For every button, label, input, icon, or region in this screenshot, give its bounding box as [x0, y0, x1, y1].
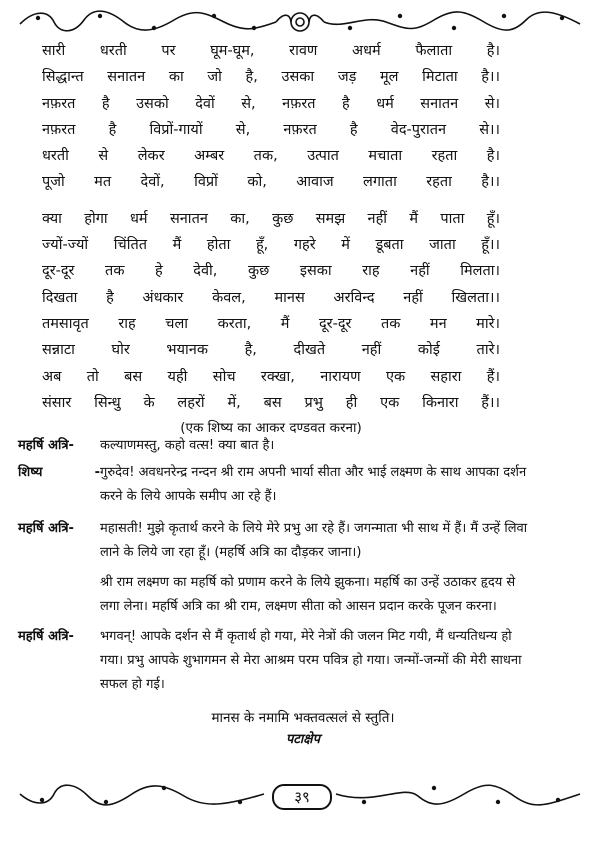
dialogue-text: कल्याणमस्तु, कहो वत्स! क्या बात है।	[100, 438, 275, 453]
dialogue-text: गया। प्रभु आपके शुभागमन से मेरा आश्रम परम पवित्र हो गया। जन्मों-जन्मों की मेरी साधना	[100, 653, 522, 668]
verse-line: सारी धरती पर घूम-घूम, रावण अधर्म फैलाता है।	[42, 43, 500, 59]
verse-line: अब तो बस यही सोच रक्खा, नारायण एक सहारा हैं।	[42, 368, 500, 385]
verse-line: ज्यों-ज्यों चिंतित मैं होता हूँ, गहरे में डूबता जाता हूँ।।	[42, 237, 500, 254]
stage-direction-text: श्री राम लक्ष्मण का महर्षि को प्रणाम करने के लिये झुकना। महर्षि का उन्हें उठाकर हृदय से	[100, 575, 516, 590]
dialogue-text: सफल हो गई।	[100, 677, 165, 692]
verse-line: संसार सिन्धु के लहरों में, बस प्रभु ही एक किनारा हैं।।	[42, 394, 500, 411]
stage-direction: (एक शिष्य का आकर दण्डवत करना)	[180, 420, 362, 437]
verse-line: सिद्धान्त सनातन का जो है, उसका जड़ मूल मिटाता है।।	[42, 69, 500, 86]
dialogue-text: करने के लिये आपके समीप आ रहे हैं।	[100, 489, 277, 504]
speaker-label: महर्षि अत्रि-	[18, 438, 74, 453]
verse-line: पूजो मत देवों, विप्रों को, आवाज लगाता रहता है।।	[42, 174, 500, 191]
dialogue-entry	[18, 517, 588, 541]
verse-line: दिखता है अंधकार केवल, मानस अरविन्द नहीं खिलता।।	[42, 289, 500, 306]
dialogue-text: लाने के लिये जा रहा हूँ। (महर्षि अत्रि का दौड़कर जाना।)	[100, 545, 362, 560]
closing-line: मानस के नमामि भक्तवत्सलं से स्तुति।	[211, 710, 395, 726]
dialogue-text: महासती! मुझे कृतार्थ करने के लिये मेरे प्रभु आ रहे हैं। जगन्माता भी साथ में हैं। मैं उन्हें लिवा	[100, 521, 528, 536]
dialogue-block	[18, 434, 588, 751]
verse-line: क्या होगा धर्म सनातन का, कुछ समझ नहीं मैं पाता हूँ।	[42, 210, 500, 227]
stage-direction-text: लगा लेना। महर्षि अत्रि का श्री राम, लक्ष्मण सीता को आसन प्रदान करके पूजन करना।	[100, 599, 497, 614]
curtain-text: पटाक्षेप	[285, 732, 320, 747]
dialogue-entry	[18, 434, 588, 458]
verse-line: धरती से लेकर अम्बर तक, उत्पात मचाता रहता है।	[42, 148, 500, 165]
speaker-label: शिष्य	[18, 465, 43, 480]
dialogue-entry	[18, 625, 588, 649]
dialogue-entry	[18, 461, 588, 485]
verse-line: तमसावृत राह चला करता, मैं दूर-दूर तक मन मारे।	[42, 315, 500, 332]
page-number: ३९	[272, 784, 332, 810]
verse-line: नफ़रत है विप्रों-गायों से, नफ़रत है वेद-पुरातन से।।	[42, 121, 500, 138]
speaker-dash: -	[94, 465, 100, 480]
verse-line: नफ़रत है उसको देवों से, नफ़रत है धर्म सनातन से।	[42, 95, 500, 112]
verse-line: दूर-दूर तक हे देवी, कुछ इसका राह नहीं मिलता।	[42, 263, 500, 280]
dialogue-text: भगवन्! आपके दर्शन से मैं कृतार्थ हो गया, मेरे नेत्रों की जलन मिट गयी, मैं धन्यतिधन्य हो	[100, 629, 512, 644]
top-ornament-border	[14, 6, 586, 40]
verse-block	[42, 38, 500, 440]
speaker-label: महर्षि अत्रि-	[18, 521, 74, 536]
dialogue-text: गुरुदेव! अवधनरेन्द्र नन्दन श्री राम अपनी भार्या सीता और भाई लक्ष्मण के साथ आपका दर्शन	[100, 465, 527, 480]
verse-line: सन्नाटा घोर भयानक है, दीखते नहीं कोई तारे।	[42, 342, 500, 359]
speaker-label: महर्षि अत्रि-	[18, 629, 74, 644]
